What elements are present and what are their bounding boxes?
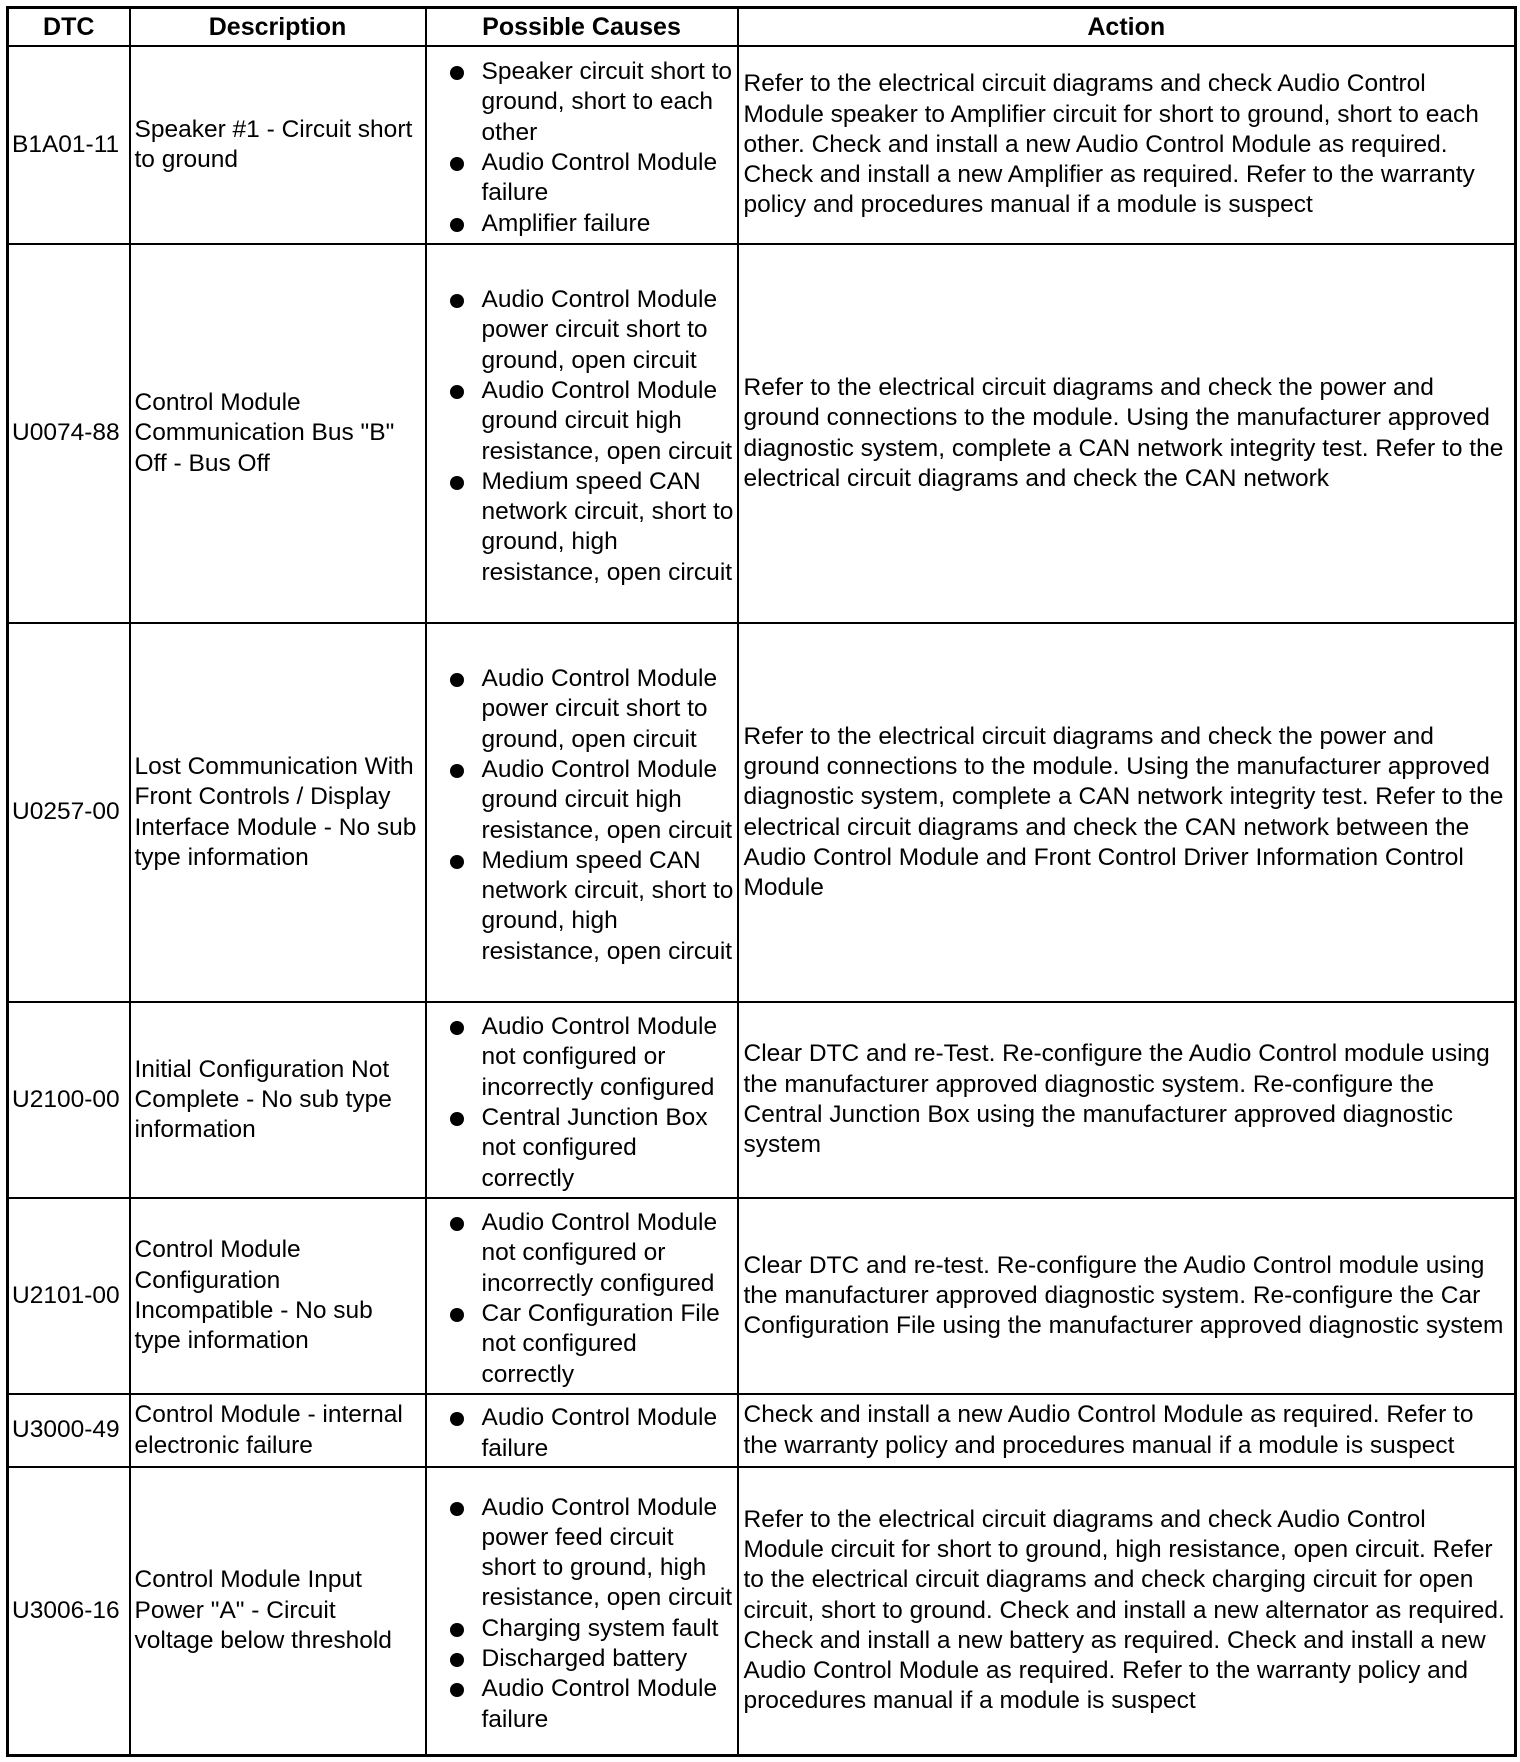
cause-text: Audio Control Module failure: [481, 1675, 718, 1733]
description-cell: Control Module Input Power "A" - Circuit voltage below threshold: [130, 1467, 426, 1755]
cause-text: Car Configuration File not configured correctly: [481, 1300, 720, 1388]
description-cell: Speaker #1 - Circuit short to ground: [130, 46, 426, 244]
possible-causes-cell: [426, 1198, 738, 1394]
cause-text: Audio Control Module ground circuit high resistance, open circuit: [481, 755, 733, 844]
cause-text: Audio Control Module power feed circuit short to ground, high resistance, open circuit: [481, 1493, 733, 1612]
possible-causes-cell: [426, 1467, 738, 1755]
bullet-icon: [450, 1653, 464, 1667]
bullet-icon: [450, 476, 464, 490]
possible-causes-cell: [426, 46, 738, 244]
bullet-icon: [450, 1502, 464, 1516]
cause-item: [427, 846, 735, 967]
cause-item: [427, 1103, 735, 1194]
cause-text: Medium speed CAN network circuit, short to ground, high resistance, open circuit: [481, 846, 734, 965]
header-possible-causes: Possible Causes: [426, 8, 738, 47]
cause-text: Charging system fault: [481, 1614, 719, 1642]
table-row: [8, 244, 1516, 623]
cause-item: [427, 664, 735, 755]
cause-list: [427, 664, 735, 967]
cause-text: Medium speed CAN network circuit, short to ground, high resistance, open circuit: [481, 467, 734, 586]
cause-item: [427, 755, 735, 846]
description-cell: Control Module - internal electronic failure: [130, 1394, 426, 1467]
header-description: Description: [130, 8, 426, 47]
bullet-icon: [450, 1412, 464, 1426]
cause-text: Audio Control Module ground circuit high resistance, open circuit: [481, 376, 733, 465]
cause-item: [427, 209, 735, 239]
cause-item: [427, 1614, 735, 1644]
cause-list: [427, 1403, 735, 1464]
possible-causes-cell: [426, 1394, 738, 1467]
cause-text: Audio Control Module failure: [481, 1404, 718, 1462]
cause-item: [427, 467, 735, 588]
cause-text: Amplifier failure: [481, 209, 651, 237]
cause-list: [427, 285, 735, 588]
cause-item: [427, 1299, 735, 1390]
header-action: Action: [738, 8, 1516, 47]
possible-causes-cell: [426, 623, 738, 1002]
bullet-icon: [450, 855, 464, 869]
possible-causes-cell: [426, 1002, 738, 1198]
bullet-icon: [450, 1112, 464, 1126]
header-dtc: DTC: [8, 8, 130, 47]
possible-causes-cell: [426, 244, 738, 623]
cause-text: Speaker circuit short to ground, short to each other: [481, 58, 733, 146]
cause-list: [427, 57, 735, 239]
table-row: [8, 46, 1516, 244]
action-cell: Check and install a new Audio Control Module as required. Refer to the warranty policy and procedures manual if a module is suspect: [738, 1394, 1516, 1467]
cause-text: Audio Control Module not configured or incorrectly configured: [481, 1209, 718, 1297]
dtc-code: U3006-16: [8, 1467, 130, 1755]
action-cell: Refer to the electrical circuit diagrams and check the power and ground connections to the module. Using the manufacturer approved diagnostic system, complete a CAN network integrity test. Refer to the electrical circuit diagrams and check the CAN network: [738, 244, 1516, 623]
cause-text: Audio Control Module failure: [481, 149, 718, 207]
bullet-icon: [450, 294, 464, 308]
dtc-code: B1A01-11: [8, 46, 130, 244]
cause-item: [427, 1012, 735, 1103]
table-row: [8, 1467, 1516, 1755]
table-row: [8, 1002, 1516, 1198]
bullet-icon: [450, 673, 464, 687]
bullet-icon: [450, 218, 464, 232]
table-row: [8, 1198, 1516, 1394]
cause-item: [427, 1644, 735, 1674]
cause-text: Audio Control Module not configured or incorrectly configured: [481, 1013, 718, 1101]
action-cell: Clear DTC and re-Test. Re-configure the Audio Control module using the manufacturer approved diagnostic system. Re-configure the Central Junction Box using the manufacturer approved diagnostic system: [738, 1002, 1516, 1198]
description-cell: Control Module Communication Bus "B" Off - Bus Off: [130, 244, 426, 623]
bullet-icon: [450, 66, 464, 80]
dtc-code: U2101-00: [8, 1198, 130, 1394]
bullet-icon: [450, 385, 464, 399]
bullet-icon: [450, 1308, 464, 1322]
description-cell: Control Module Configuration Incompatible - No sub type information: [130, 1198, 426, 1394]
cause-item: [427, 1208, 735, 1299]
cause-list: [427, 1208, 735, 1390]
action-cell: Refer to the electrical circuit diagrams and check Audio Control Module speaker to Amplifier circuit for short to ground, short to each other. Check and install a new Audio Control Module as required. Check and install a new Amplifier as required. Refer to the warranty policy and procedures manual if a module is suspect: [738, 46, 1516, 244]
table-row: [8, 1394, 1516, 1467]
dtc-code: U3000-49: [8, 1394, 130, 1467]
cause-item: [427, 1403, 735, 1464]
bullet-icon: [450, 1217, 464, 1231]
description-cell: Lost Communication With Front Controls / Display Interface Module - No sub type information: [130, 623, 426, 1002]
action-cell: Clear DTC and re-test. Re-configure the Audio Control module using the manufacturer approved diagnostic system. Re-configure the Car Configuration File using the manufacturer approved diagnostic system: [738, 1198, 1516, 1394]
dtc-code: U0257-00: [8, 623, 130, 1002]
cause-text: Discharged battery: [481, 1645, 688, 1673]
cause-item: [427, 1493, 735, 1614]
bullet-icon: [450, 764, 464, 778]
description-cell: Initial Configuration Not Complete - No sub type information: [130, 1002, 426, 1198]
cause-list: [427, 1493, 735, 1735]
dtc-code: U2100-00: [8, 1002, 130, 1198]
cause-item: [427, 285, 735, 376]
cause-item: [427, 376, 735, 467]
cause-text: Audio Control Module power circuit short to ground, open circuit: [481, 286, 718, 374]
header-row: [8, 8, 1516, 47]
cause-list: [427, 1012, 735, 1194]
bullet-icon: [450, 157, 464, 171]
cause-item: [427, 57, 735, 148]
bullet-icon: [450, 1623, 464, 1637]
bullet-icon: [450, 1683, 464, 1697]
cause-text: Audio Control Module power circuit short to ground, open circuit: [481, 665, 718, 753]
table-row: [8, 623, 1516, 1002]
cause-item: [427, 148, 735, 209]
dtc-table: [6, 6, 1517, 1757]
bullet-icon: [450, 1021, 464, 1035]
dtc-code: U0074-88: [8, 244, 130, 623]
action-cell: Refer to the electrical circuit diagrams and check the power and ground connections to the module. Using the manufacturer approved diagnostic system, complete a CAN network integrity test. Refer to the electrical circuit diagrams and check the CAN network between the Audio Control Module and Front Control Driver Information Control Module: [738, 623, 1516, 1002]
action-cell: Refer to the electrical circuit diagrams and check Audio Control Module circuit for short to ground, high resistance, open circuit. Refer to the electrical circuit diagrams and check charging circuit for open circuit, short to ground. Check and install a new alternator as required. Check and install a new battery as required. Check and install a new Audio Control Module as required. Refer to the warranty policy and procedures manual if a module is suspect: [738, 1467, 1516, 1755]
cause-text: Central Junction Box not configured correctly: [481, 1104, 708, 1192]
cause-item: [427, 1674, 735, 1735]
